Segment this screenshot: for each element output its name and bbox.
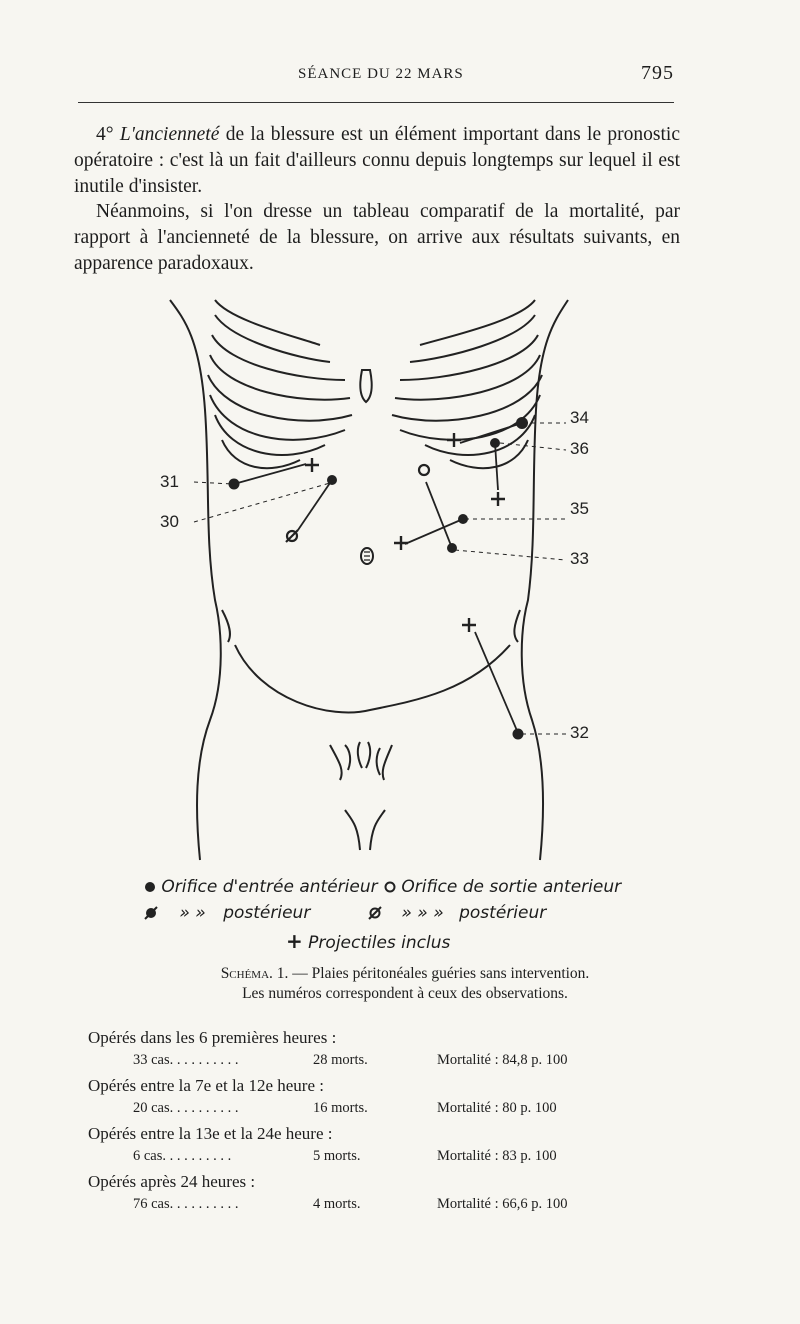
paragraph2-text: Néanmoins, si l'on dresse un tableau comparatif de la mortalité, par rapport à l'ancienneté de la blessure, on arrive aux résultats suivants, en apparence paradoxaux. xyxy=(74,201,680,274)
projectile-34 xyxy=(447,433,461,447)
stats-heading: Opérés après 24 heures : xyxy=(88,1172,256,1191)
paragraph1-text: de la blessure est un élément important dans le pronostic opératoire : c'est là un fait d'ailleurs connu depuis longtemps sur lequel il est inutile d'insister. xyxy=(74,124,681,197)
cases: 33 cas. . . . . . . . . . xyxy=(133,1052,239,1068)
leader-lines xyxy=(194,423,566,734)
page-number: 795 xyxy=(641,62,674,84)
sternum-tip xyxy=(360,370,372,402)
paragraph-néanmoins xyxy=(74,199,680,277)
label-31: 31 xyxy=(160,472,179,491)
projectile-32 xyxy=(462,618,476,632)
track-33 xyxy=(426,482,452,548)
legend-ditto-1: » » xyxy=(179,903,206,923)
right-iliac xyxy=(514,610,520,642)
track-32 xyxy=(475,632,518,733)
abdomen-curve xyxy=(235,645,510,712)
legend-exit-anterior xyxy=(384,877,621,897)
mortality: Mortalité : 66,6 p. 100 xyxy=(437,1196,568,1212)
projectile-36 xyxy=(491,492,505,506)
cases: 6 cas. . . . . . . . . . xyxy=(133,1148,232,1164)
figure-caption xyxy=(120,964,690,1004)
filled-dot-slashed-icon xyxy=(144,906,158,920)
header-rule xyxy=(78,102,674,103)
left-thigh-fold xyxy=(330,745,350,780)
projectile-31 xyxy=(305,458,319,472)
stats-group xyxy=(88,1172,568,1212)
right-rib-cage xyxy=(392,300,542,468)
caption-line1: — Plaies péritonéales guéries sans intervention. xyxy=(288,965,590,982)
cases: 76 cas. . . . . . . . . . xyxy=(133,1196,239,1212)
legend-exit-posterior-text: postérieur xyxy=(459,903,547,923)
stats-heading: Opérés entre la 13e et la 24e heure : xyxy=(88,1124,333,1143)
open-circle-slashed-icon xyxy=(368,906,382,920)
legend-entry-posterior xyxy=(144,903,310,923)
torso-right-outline xyxy=(522,300,568,860)
legend-ditto-2: » » » xyxy=(401,903,444,923)
legend-projectiles xyxy=(286,929,450,953)
mortality: Mortalité : 83 p. 100 xyxy=(437,1148,557,1164)
exit-orifice xyxy=(419,465,429,475)
stats-group xyxy=(88,1076,557,1116)
deaths: 4 morts. xyxy=(313,1196,361,1212)
item-number: 4° xyxy=(96,124,114,145)
navel-lines xyxy=(364,552,370,560)
mortality: Mortalité : 84,8 p. 100 xyxy=(437,1052,568,1068)
paragraph-ancienneté xyxy=(74,122,680,200)
track-31 xyxy=(234,464,306,484)
stats-heading: Opérés entre la 7e et la 12e heure : xyxy=(88,1076,324,1095)
mortality: Mortalité : 80 p. 100 xyxy=(437,1100,557,1116)
label-32: 32 xyxy=(570,723,589,742)
entry-point-35 xyxy=(458,514,468,524)
track-30 xyxy=(298,480,332,530)
label-35: 35 xyxy=(570,499,589,518)
entry-point-30 xyxy=(327,475,337,485)
filled-dot-icon xyxy=(144,881,156,893)
deaths: 16 morts. xyxy=(313,1100,368,1116)
stats-heading: Opérés dans les 6 premières heures : xyxy=(88,1028,337,1047)
caption-line2: Les numéros correspondent à ceux des observations. xyxy=(242,985,568,1002)
left-iliac xyxy=(222,610,230,642)
legend-exit-anterior-text: Orifice de sortie anterieur xyxy=(401,877,622,897)
scrotum xyxy=(358,742,370,768)
open-circle-icon xyxy=(384,881,396,893)
legend-entry-posterior-text: postérieur xyxy=(223,903,311,923)
cases: 20 cas. . . . . . . . . . xyxy=(133,1100,239,1116)
label-33: 33 xyxy=(570,549,589,568)
projectile-markers xyxy=(305,433,505,632)
legend-entry-anterior-text: Orifice d'entrée antérieur xyxy=(161,877,378,897)
deaths: 5 morts. xyxy=(313,1148,361,1164)
legend-exit-posterior xyxy=(368,903,546,923)
plus-icon: + xyxy=(286,929,303,953)
label-34: 34 xyxy=(570,408,589,427)
stats-group xyxy=(88,1124,557,1164)
caption-label: Schéma. 1. xyxy=(220,965,289,982)
running-title: SÉANCE DU 22 MARS xyxy=(298,66,464,82)
wound-tracks xyxy=(234,423,522,733)
legend-projectiles-text: Projectiles inclus xyxy=(308,933,451,953)
right-thigh-fold xyxy=(377,745,392,780)
figure-legend xyxy=(140,873,660,957)
entry-point-36 xyxy=(490,438,500,448)
emphasis-term: L'ancienneté xyxy=(119,124,220,145)
wound-markers xyxy=(229,417,529,740)
entry-point-33 xyxy=(447,543,457,553)
torso-wound-diagram xyxy=(0,280,800,970)
entry-point-32 xyxy=(513,729,524,740)
track-35 xyxy=(405,519,463,544)
entry-point-31 xyxy=(229,479,240,490)
deaths: 28 morts. xyxy=(313,1052,368,1068)
label-36: 36 xyxy=(570,439,589,458)
page-header xyxy=(78,62,674,90)
label-30: 30 xyxy=(160,512,179,531)
entry-point-34 xyxy=(516,417,528,429)
left-rib-cage xyxy=(208,300,352,468)
stats-group xyxy=(88,1028,568,1068)
projectile-35 xyxy=(394,536,408,550)
penis xyxy=(345,810,385,850)
legend-entry-anterior xyxy=(144,877,378,897)
